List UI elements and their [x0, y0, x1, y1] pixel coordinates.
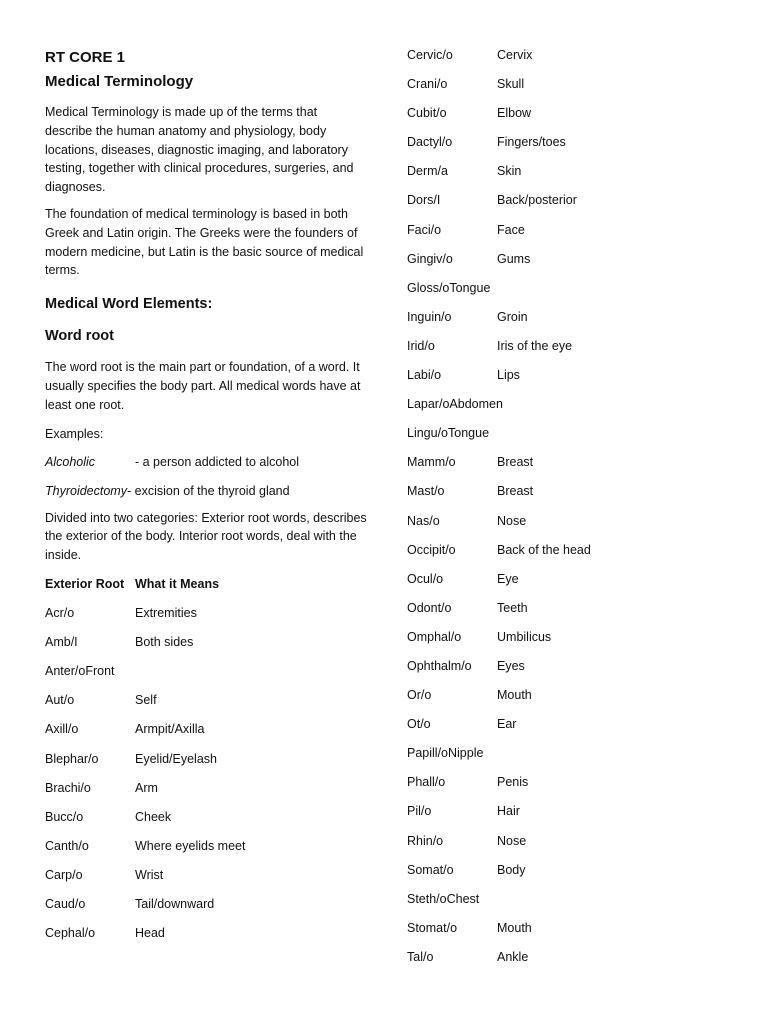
term-row [407, 948, 737, 977]
term-row [407, 133, 737, 162]
term-row [407, 832, 737, 861]
root-meaning: Eyelid/Eyelash [135, 751, 217, 766]
term-row [45, 924, 367, 953]
root-meaning: Tongue [449, 280, 491, 295]
section-heading-word-elements: Medical Word Elements: [45, 296, 213, 313]
root-term: Tal/o [407, 949, 434, 964]
term-row [407, 250, 737, 279]
root-term: Stomat/o [407, 920, 458, 935]
root-term: Rhin/o [407, 833, 444, 848]
root-meaning: Teeth [497, 600, 528, 615]
term-row [407, 46, 737, 75]
root-term: Omphal/o [407, 629, 462, 644]
root-meaning: Cheek [135, 809, 172, 824]
root-term: Nas/o [407, 513, 440, 528]
root-term: Phall/o [407, 775, 446, 790]
root-term: Acr/o [45, 606, 75, 621]
root-term: Derm/a [407, 164, 448, 179]
root-meaning: Cervix [497, 48, 533, 62]
root-meaning: Groin [497, 309, 528, 324]
root-meaning: Iris of the eye [497, 338, 573, 353]
root-meaning: Armpit/Axilla [135, 722, 205, 737]
term-row [45, 837, 367, 866]
root-term: Faci/o [407, 222, 442, 237]
root-meaning: Eye [497, 571, 519, 586]
term-row [407, 366, 737, 395]
intro-paragraph-2: The foundation of medical terminology is based in both Greek and Latin origin. The Greeks were the founders of modern medicine, but Latin is the basic source of medical terms. [45, 206, 364, 278]
term-row [407, 861, 737, 890]
example-term: Thyroidectomy [45, 483, 127, 498]
root-meaning: Nose [497, 513, 527, 528]
root-term: Amb/I [45, 635, 78, 650]
root-meaning: Breast [497, 455, 534, 470]
root-term: Canth/o [45, 838, 89, 853]
root-term: Papill/o [407, 746, 448, 761]
root-meaning: Self [135, 693, 157, 708]
root-meaning: Tail/downward [135, 896, 215, 911]
term-row [407, 890, 737, 919]
term-row [407, 744, 737, 773]
root-term: Steth/o [407, 891, 447, 906]
term-row [407, 453, 737, 482]
root-term: Cervic/o [407, 48, 453, 62]
root-meaning: Breast [497, 484, 534, 499]
term-row [407, 512, 737, 541]
root-term: Crani/o [407, 77, 448, 92]
right-column [407, 46, 737, 977]
root-meaning: Chest [446, 891, 480, 906]
root-term: Or/o [407, 688, 432, 703]
header-what-it-means: What it Means [135, 576, 220, 591]
root-term: Dors/I [407, 193, 441, 208]
root-term: Occipit/o [407, 542, 456, 557]
root-meaning: Where eyelids meet [135, 838, 246, 853]
root-meaning: Ankle [497, 949, 529, 964]
header-exterior-root: Exterior Root [45, 576, 125, 591]
root-term: Axill/o [45, 722, 79, 737]
term-row [407, 221, 737, 250]
term-row [407, 715, 737, 744]
root-term: Lingu/o [407, 426, 449, 441]
root-term: Anter/o [45, 664, 86, 679]
root-term: Brachi/o [45, 780, 91, 795]
term-row [407, 570, 737, 599]
table-header [45, 575, 367, 604]
root-meaning: Fingers/toes [497, 135, 566, 150]
root-meaning: Mouth [497, 688, 532, 703]
root-meaning: Back of the head [497, 542, 591, 557]
root-meaning: Wrist [135, 867, 164, 882]
root-meaning: Tongue [448, 426, 490, 441]
root-meaning: Front [85, 664, 115, 679]
root-term: Bucc/o [45, 809, 84, 824]
term-row [45, 750, 367, 779]
root-term: Pil/o [407, 804, 432, 819]
root-term: Caud/o [45, 896, 86, 911]
root-term: Labi/o [407, 368, 442, 383]
root-meaning: Mouth [497, 920, 532, 935]
term-row [45, 779, 367, 808]
example-row [45, 482, 367, 511]
root-meaning: Extremities [135, 606, 197, 621]
root-meaning: Both sides [135, 635, 194, 650]
root-meaning: Ear [497, 717, 517, 732]
root-term: Aut/o [45, 693, 75, 708]
term-row [407, 104, 737, 133]
term-row [45, 866, 367, 895]
root-term: Somat/o [407, 862, 454, 877]
term-row [407, 75, 737, 104]
root-term: Inguin/o [407, 309, 452, 324]
root-term: Mast/o [407, 484, 445, 499]
term-row [407, 628, 737, 657]
root-meaning: Nose [497, 833, 527, 848]
root-term: Cubit/o [407, 106, 447, 121]
term-row [45, 808, 367, 837]
word-root-paragraph: The word root is the main part or foundation, of a word. It usually specifies the body part. All medical words have at least one root. [45, 360, 361, 412]
term-row [407, 773, 737, 802]
term-row [407, 191, 737, 220]
root-term: Carp/o [45, 867, 83, 882]
term-row [45, 720, 367, 749]
root-meaning: Nipple [448, 746, 484, 761]
section-heading-word-root: Word root [45, 328, 114, 345]
root-meaning: Abdomen [449, 397, 503, 412]
root-meaning: Head [135, 926, 165, 941]
left-term-list [45, 604, 367, 953]
root-term: Lapar/o [407, 397, 450, 412]
root-meaning: Skin [497, 164, 522, 179]
root-meaning: Face [497, 222, 525, 237]
term-row [407, 308, 737, 337]
term-row [407, 599, 737, 628]
example-definition: - excision of the thyroid gland [126, 483, 290, 498]
root-term: Irid/o [407, 338, 435, 353]
root-meaning: Hair [497, 804, 520, 819]
document-subtitle: Medical Terminology [45, 73, 194, 90]
term-row [45, 895, 367, 924]
root-term: Gingiv/o [407, 251, 453, 266]
intro-paragraph-1: Medical Terminology is made up of the terms that describe the human anatomy and physiology, body locations, diseases, diagnostic imaging, and laboratory testing, together with clinical procedures, surgeries, and diagnoses. [45, 105, 354, 195]
root-term: Dactyl/o [407, 135, 453, 150]
term-row [407, 802, 737, 831]
term-row [45, 662, 367, 691]
term-row [45, 691, 367, 720]
term-row [407, 279, 737, 308]
root-meaning: Eyes [497, 658, 525, 673]
root-meaning: Penis [497, 775, 529, 790]
example-term: Alcoholic [45, 454, 96, 469]
root-meaning: Skull [497, 77, 525, 92]
term-row [407, 162, 737, 191]
term-row [407, 657, 737, 686]
root-meaning: Arm [135, 780, 158, 795]
term-row [407, 482, 737, 511]
root-term: Mamm/o [407, 455, 456, 470]
root-term: Ocul/o [407, 571, 444, 586]
root-term: Cephal/o [45, 926, 96, 941]
root-meaning: Elbow [497, 106, 532, 121]
example-definition: - a person addicted to alcohol [135, 454, 299, 469]
root-meaning: Back/posterior [497, 193, 577, 208]
term-row [407, 541, 737, 570]
root-meaning: Gums [497, 251, 531, 266]
root-meaning: Body [497, 862, 526, 877]
term-row [45, 604, 367, 633]
examples-label: Examples: [45, 426, 104, 441]
root-term: Odont/o [407, 600, 452, 615]
term-row [407, 919, 737, 948]
root-term: Gloss/o [407, 280, 450, 295]
document-title: RT CORE 1 [45, 49, 126, 66]
left-column [45, 48, 367, 953]
root-meaning: Lips [497, 368, 520, 383]
term-row [407, 686, 737, 715]
example-row [45, 453, 367, 482]
categories-paragraph: Divided into two categories: Exterior root words, describes the exterior of the body. Interior root words, deal with the inside. [45, 510, 367, 563]
root-term: Ot/o [407, 717, 431, 732]
term-row [407, 395, 737, 424]
right-term-list [407, 46, 737, 977]
term-row [407, 337, 737, 366]
term-row [45, 633, 367, 662]
root-term: Ophthalm/o [407, 658, 472, 673]
term-row [407, 424, 737, 453]
root-term: Blephar/o [45, 751, 99, 766]
root-meaning: Umbilicus [497, 629, 552, 644]
